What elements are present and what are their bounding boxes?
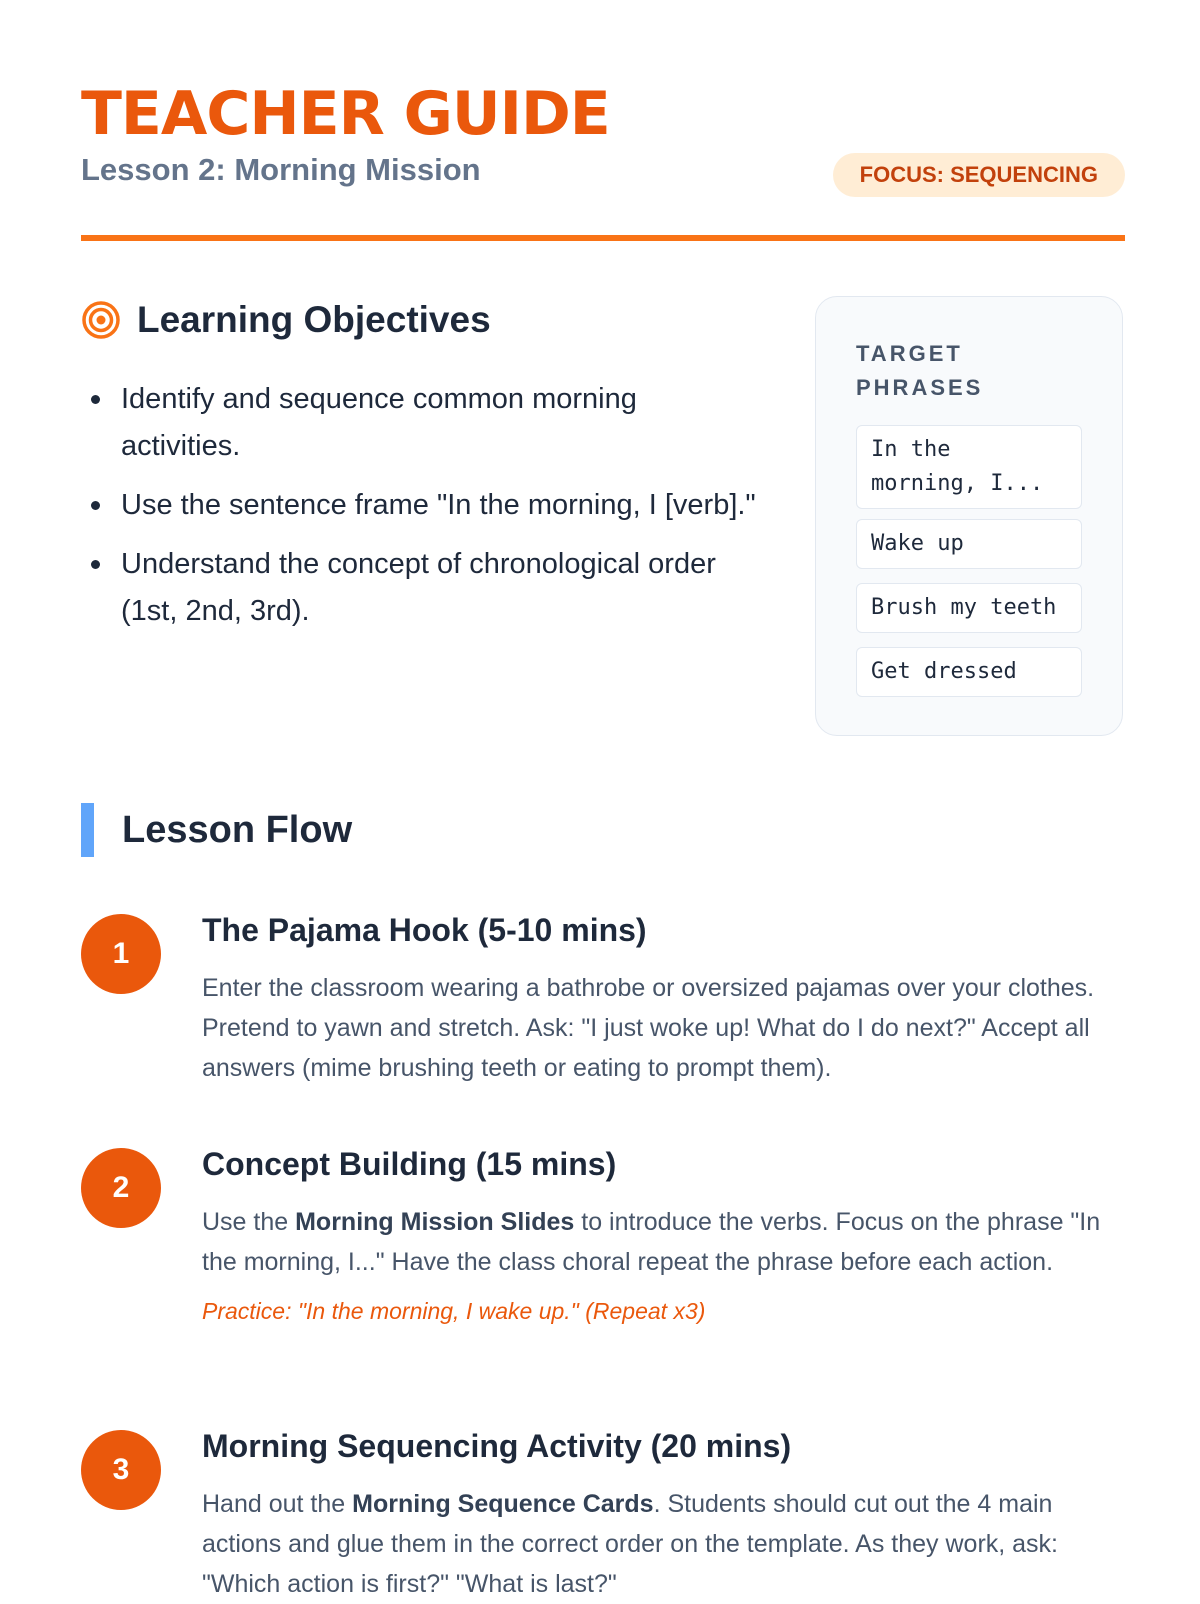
- objective-item: Identify and sequence common morning activities.: [81, 376, 761, 470]
- target-phrases-label: TARGET PHRASES: [856, 341, 984, 400]
- step-number: 2: [81, 1148, 161, 1228]
- step-title: The Pajama Hook (5-10 mins): [202, 912, 647, 948]
- target-phrases-card: [815, 296, 1123, 736]
- objectives-title: Learning Objectives: [137, 299, 491, 340]
- objectives-heading: [81, 296, 491, 344]
- step-body: [202, 1144, 1117, 1328]
- step-body: [202, 910, 1117, 1088]
- objectives-list: [81, 376, 761, 647]
- resource-name: Morning Mission Slides: [295, 1208, 575, 1236]
- page-title: TEACHER GUIDE: [81, 79, 610, 149]
- phrase-chip: Brush my teeth: [856, 583, 1082, 633]
- step-description: Use the Morning Mission Slides to introduce the verbs. Focus on the phrase "In the morning, I..." Have the class choral repeat the phrase before each action.: [202, 1208, 1101, 1276]
- objective-item: Understand the concept of chronological order (1st, 2nd, 3rd).: [81, 541, 761, 635]
- step-body: [202, 1426, 1117, 1604]
- step-description: Hand out the Morning Sequence Cards. Students should cut out the 4 main actions and glue them in the correct order on the template. As they work, ask: "Which action is first?" "What is last?": [202, 1490, 1059, 1598]
- step-title: Morning Sequencing Activity (20 mins): [202, 1428, 792, 1464]
- step-number: 1: [81, 914, 161, 994]
- practice-note: Practice: "In the morning, I wake up." (Repeat x3): [202, 1298, 706, 1324]
- lesson-subtitle: Lesson 2: Morning Mission: [81, 152, 481, 187]
- lesson-flow-heading: [81, 803, 352, 857]
- resource-name: Morning Sequence Cards: [352, 1490, 654, 1518]
- objective-item: Use the sentence frame "In the morning, I [verb].": [81, 482, 761, 529]
- phrase-chip: In the morning, I...: [856, 425, 1082, 509]
- lesson-flow-title: Lesson Flow: [122, 809, 353, 851]
- step-number: 3: [81, 1430, 161, 1510]
- step-title: Concept Building (15 mins): [202, 1146, 617, 1182]
- phrase-chip: Get dressed: [856, 647, 1082, 697]
- step-description: Enter the classroom wearing a bathrobe or oversized pajamas over your clothes. Pretend to yawn and stretch. Ask: "I just woke up! What do I do next?" Accept all answers (mime brushing teeth or eating to prompt them).: [202, 974, 1095, 1082]
- target-icon: [81, 300, 121, 340]
- focus-badge: FOCUS: SEQUENCING: [833, 153, 1125, 197]
- phrase-chip: Wake up: [856, 519, 1082, 569]
- section-accent-bar: [81, 803, 94, 857]
- header-divider: [81, 235, 1125, 241]
